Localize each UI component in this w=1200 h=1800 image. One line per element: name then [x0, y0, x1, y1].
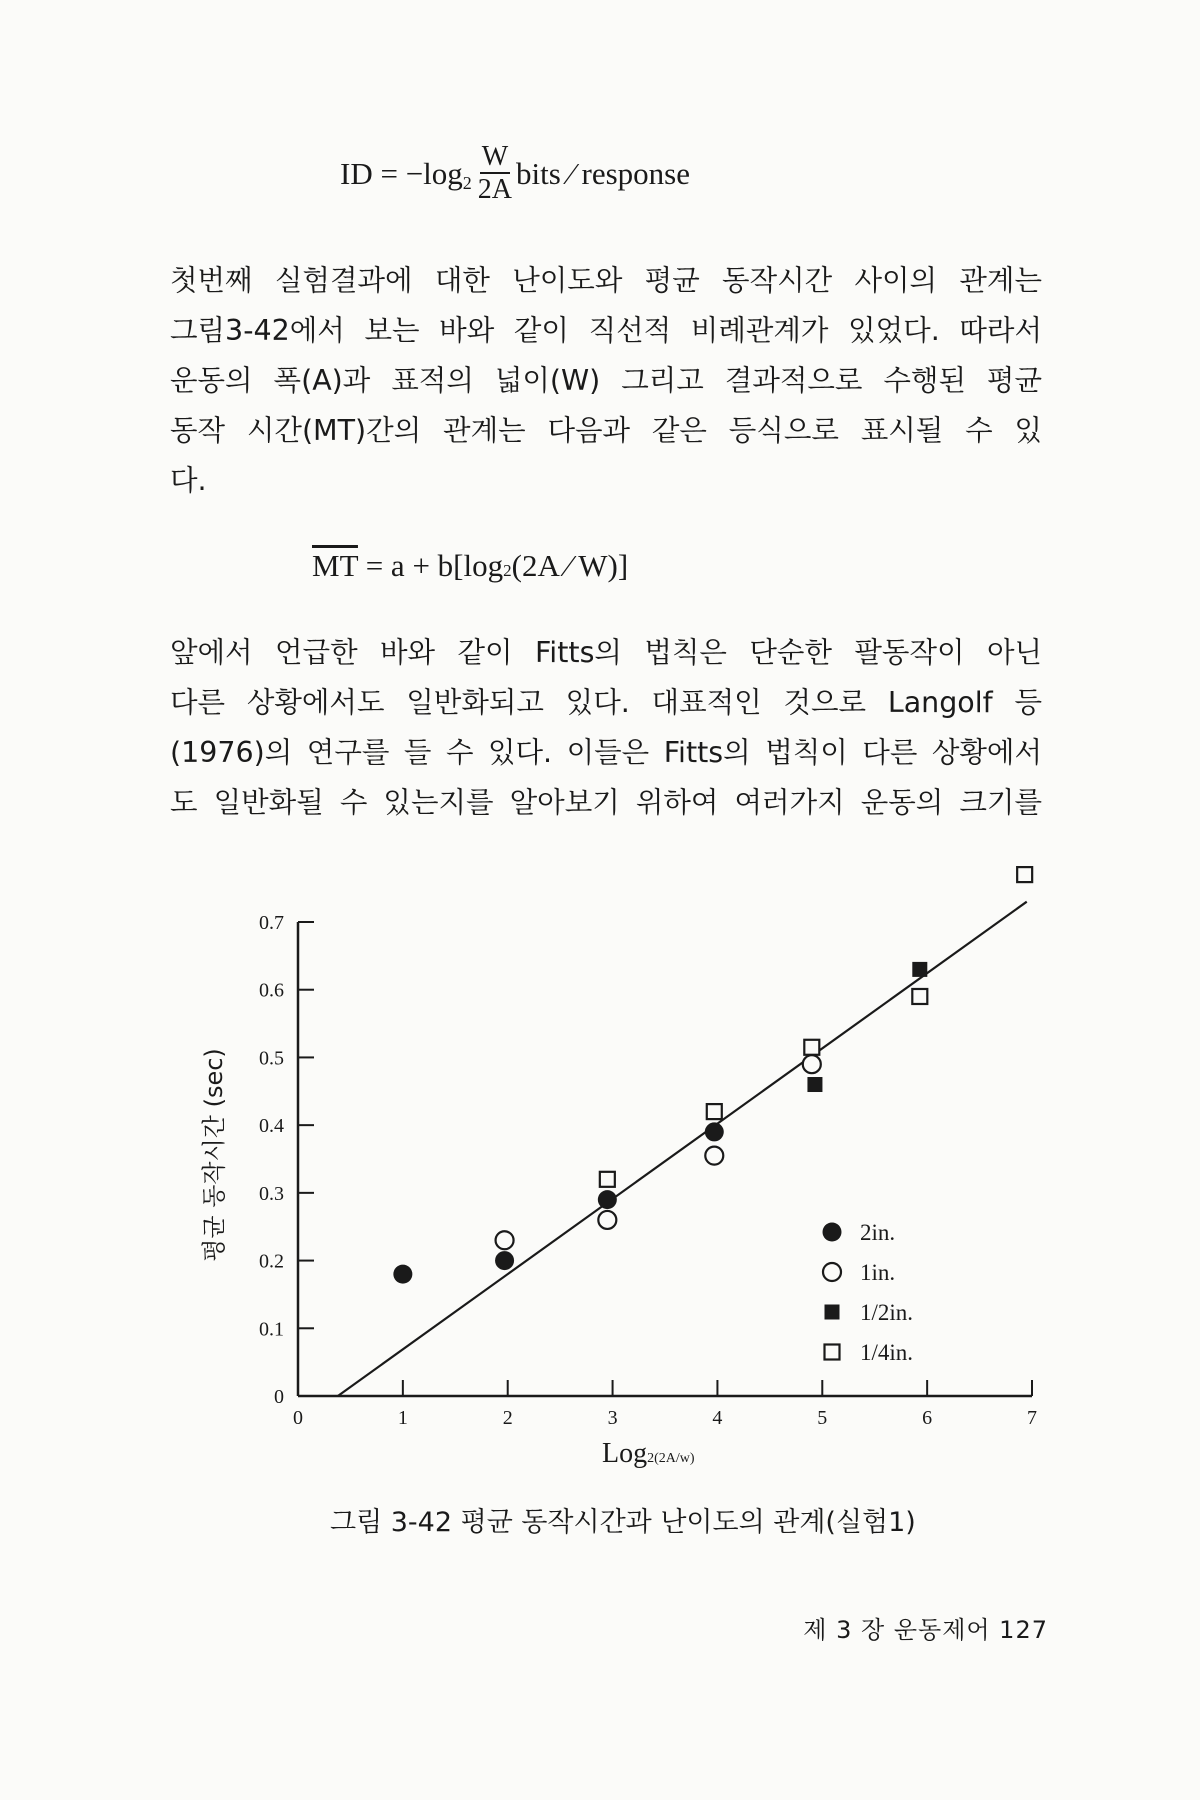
data-point [600, 1172, 615, 1187]
data-point [705, 1122, 724, 1141]
legend-marker [823, 1263, 841, 1281]
data-point [496, 1231, 514, 1249]
formula-suffix: bits ⁄ response [516, 156, 690, 191]
data-point [598, 1211, 616, 1229]
paragraph-line: 앞에서 언급한 바와 같이 Fitts의 법칙은 단순한 팔동작이 아닌 [170, 636, 1042, 669]
x-tick-label: 6 [922, 1407, 933, 1429]
data-point [912, 962, 927, 977]
data-point [393, 1265, 412, 1284]
legend-marker [825, 1305, 840, 1320]
y-tick-label: 0.3 [259, 1182, 284, 1205]
data-point [705, 1147, 723, 1165]
x-tick-label: 3 [607, 1407, 618, 1429]
x-tick-label: 2 [502, 1407, 513, 1429]
paragraph-line: 동작 시간(MT)간의 관계는 다음과 같은 등식으로 표시될 수 있 [170, 414, 1042, 447]
y-tick-label: 0.1 [259, 1318, 284, 1341]
legend-label: 1/4in. [860, 1340, 914, 1365]
data-point [807, 1077, 822, 1092]
paragraph-line: (1976)의 연구를 들 수 있다. 이들은 Fitts의 법칙이 다른 상황에서 [170, 736, 1042, 769]
figure-caption: 그림 3-42 평균 동작시간과 난이도의 관계(실험1) [330, 1507, 916, 1538]
legend-label: 1/2in. [860, 1300, 914, 1325]
paragraph-line: 첫번째 실험결과에 대한 난이도와 평균 동작시간 사이의 관계는 [170, 264, 1042, 297]
formula-lhs: ID = −log [340, 156, 463, 191]
y-tick-label: 0 [274, 1386, 284, 1408]
x-tick-label: 1 [397, 1407, 408, 1429]
fraction-denominator: 2A [477, 174, 513, 205]
legend-label: 1in. [860, 1260, 896, 1285]
paragraph-line: 다른 상황에서도 일반화되고 있다. 대표적인 것으로 Langolf 등 [170, 686, 1042, 719]
y-tick-label: 0.5 [259, 1047, 284, 1070]
y-axis-label: 평균 동작시간 (sec) [200, 1048, 228, 1262]
legend-marker [825, 1345, 840, 1360]
x-axis-label-base: 2 [647, 1451, 655, 1466]
data-point [707, 1104, 722, 1119]
legend-label: 2in. [860, 1220, 896, 1245]
x-tick-label: 5 [817, 1407, 828, 1429]
fraction-numerator: W [481, 141, 509, 172]
data-point [912, 989, 927, 1004]
paragraph-line: 도 일반화될 수 있는지를 알아보기 위하여 여러가지 운동의 크기를 [170, 786, 1042, 819]
legend-marker [823, 1223, 842, 1242]
log-base: 2 [503, 561, 512, 580]
data-point [1017, 867, 1032, 882]
paragraph-line: 다. [170, 464, 207, 497]
x-tick-label: 7 [1027, 1407, 1037, 1429]
x-tick-label: 0 [293, 1407, 303, 1429]
page-footer: 제 3 장 운동제어 127 [803, 1616, 1048, 1644]
data-point [495, 1251, 514, 1270]
paragraph-line: 운동의 폭(A)과 표적의 넓이(W) 그리고 결과적으로 수행된 평균 [170, 364, 1042, 397]
paragraph-line: 그림3-42에서 보는 바와 같이 직선적 비례관계가 있었다. 따라서 [170, 314, 1042, 347]
y-tick-label: 0.4 [259, 1115, 284, 1138]
y-tick-label: 0.6 [259, 979, 284, 1002]
y-tick-label: 0.7 [259, 912, 284, 934]
y-tick-label: 0.2 [259, 1250, 284, 1273]
formula-rest: (2A ⁄ W)] [511, 548, 629, 583]
log-base: 2 [462, 172, 472, 193]
x-axis-label [602, 1438, 695, 1470]
formula-rhs: = a + b[log [357, 548, 504, 583]
data-point [598, 1190, 617, 1209]
data-point [804, 1040, 819, 1055]
x-axis-label-log: Log [602, 1438, 648, 1469]
x-tick-label: 4 [712, 1407, 723, 1429]
x-axis-label-arg: (2A/w) [654, 1451, 695, 1466]
chart-layer [259, 867, 1037, 1429]
data-point [803, 1055, 821, 1073]
mt-symbol: $\overline{MT}$ [312, 548, 358, 583]
